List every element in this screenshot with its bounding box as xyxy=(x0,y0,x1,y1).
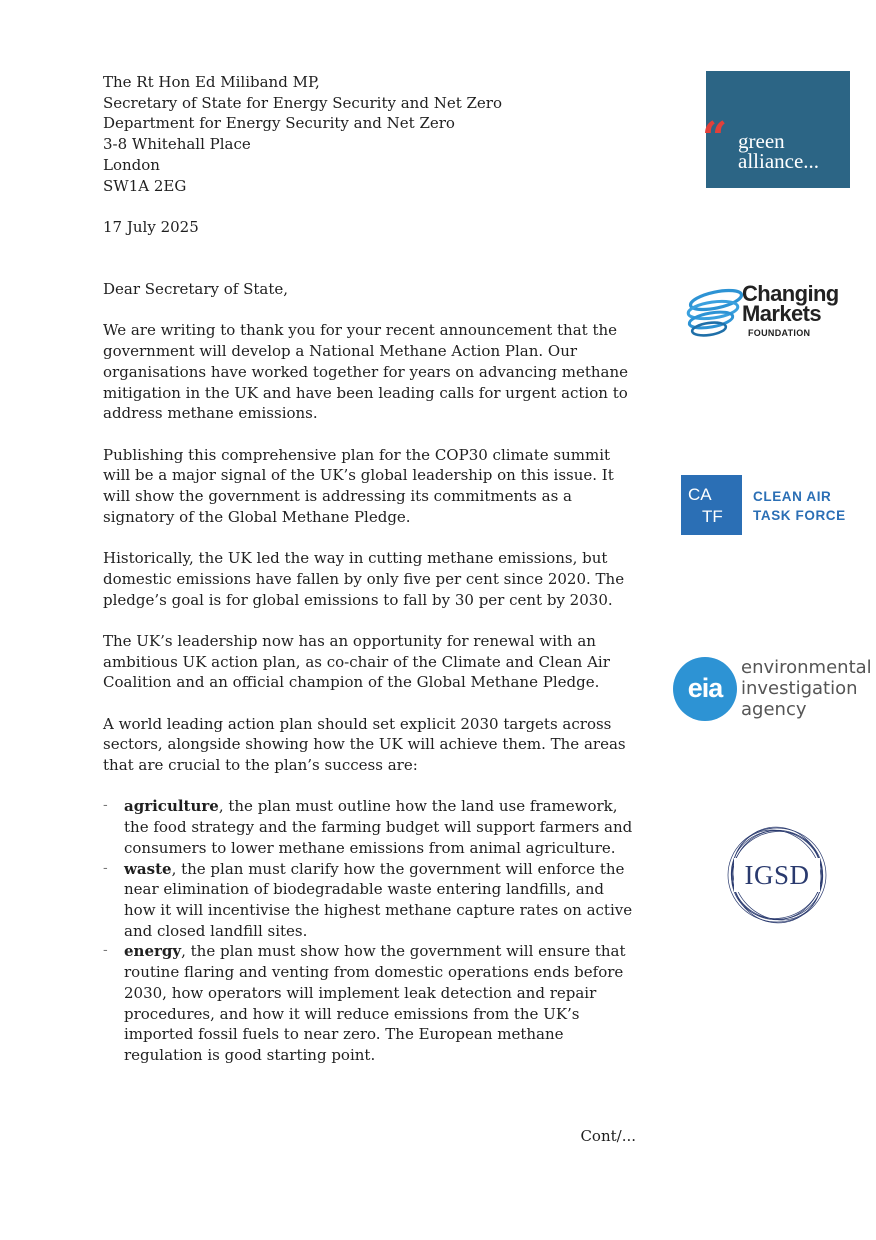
list-item-agriculture xyxy=(103,796,638,858)
continuation-marker: Cont/... xyxy=(580,1127,636,1145)
area-term: waste xyxy=(124,859,172,878)
igsd-logo xyxy=(726,826,828,924)
foundation-label: FOUNDATION xyxy=(748,328,811,338)
area-text: , the plan must show how the government will ensure that routine flaring and venting from domestic operations ends before 2030, how operators will implement leak detection and repair procedures, and how it will reduce emissions from the UK’s imported fossil fuels to near zero. The European methane regulation is good starting point. xyxy=(124,942,626,1064)
bullet-dash: - xyxy=(103,943,108,959)
recipient-street: 3-8 Whitehall Place xyxy=(103,135,251,154)
green-alliance-logo xyxy=(702,71,850,188)
recipient-postcode: SW1A 2EG xyxy=(103,176,187,195)
eia-wordmark: environmental investigation agency xyxy=(741,657,872,720)
area-term: agriculture xyxy=(124,797,219,816)
swirl-icon xyxy=(686,286,744,342)
bullet-dash: - xyxy=(103,798,108,814)
paragraph-thanks: We are writing to thank you for your recent announcement that the government will develop a National Methane Action Plan. Our organisations have worked together for years on advancing methane mitigation in the UK and have been leading calls for urgent action to address methane emissions. xyxy=(103,321,628,423)
recipient-address xyxy=(103,72,638,196)
quote-mark-icon: “ xyxy=(702,113,724,164)
area-text: , the plan must clarify how the government will enforce the near elimination of biodegradable waste entering landfills, and how it will incentivise the highest methane capture rates on active and closed landfill sites. xyxy=(124,859,633,940)
paragraph-cop30: Publishing this comprehensive plan for the COP30 climate summit will be a major signal of the UK’s global leadership on this issue. It will show the government is addressing its commitments as a signatory of the Global Methane Pledge. xyxy=(103,445,614,526)
list-item-energy xyxy=(103,941,638,1065)
letter-body xyxy=(103,72,638,1066)
paragraph-history: Historically, the UK led the way in cutting methane emissions, but domestic emissions have fallen by only five per cent since 2020. The pledge’s goal is for global emissions to fall by 30 per cent by 2030. xyxy=(103,549,625,609)
green-alliance-wordmark: green alliance... xyxy=(738,129,820,173)
igsd-wordmark: IGSD xyxy=(744,860,810,890)
area-term: energy xyxy=(124,942,182,961)
salutation: Dear Secretary of State, xyxy=(103,280,289,298)
catf-mark: CA TF xyxy=(681,475,742,535)
changing-markets-logo xyxy=(686,281,856,342)
letter-date: 17 July 2025 xyxy=(103,217,199,236)
area-text: , the plan must outline how the land use framework, the food strategy and the farming budget will support farmers and consumers to lower methane emissions from animal agriculture. xyxy=(124,797,633,857)
catf-logo xyxy=(681,475,856,535)
recipient-title: Secretary of State for Energy Security and Net Zero xyxy=(103,93,503,112)
eia-mark: eia xyxy=(673,657,737,721)
paragraph-leadership: The UK’s leadership now has an opportunity for renewal with an ambitious UK action plan, as co-chair of the Climate and Clean Air Coalition and an official champion of the Global Methane Pledge. xyxy=(103,631,610,692)
paragraph-targets: A world leading action plan should set explicit 2030 targets across sectors, alongside showing how the UK will achieve them. The areas that are crucial to the plan’s success are: xyxy=(103,714,626,775)
eia-logo xyxy=(673,657,872,723)
recipient-city: London xyxy=(103,155,160,174)
catf-wordmark: CLEAN AIR TASK FORCE xyxy=(753,489,846,523)
areas-list xyxy=(103,796,638,1065)
changing-markets-wordmark: Changing Markets xyxy=(742,281,839,326)
bullet-dash: - xyxy=(103,860,108,876)
list-item-waste xyxy=(103,859,638,942)
recipient-name: The Rt Hon Ed Miliband MP, xyxy=(103,73,320,91)
recipient-department: Department for Energy Security and Net Zero xyxy=(103,114,455,133)
